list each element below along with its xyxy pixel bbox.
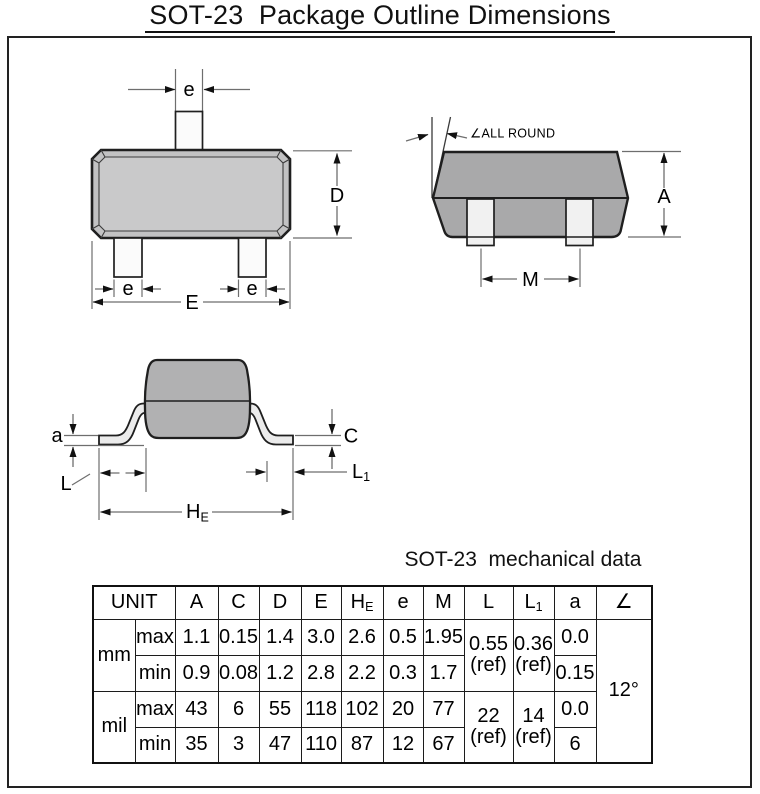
- dim-label-e-left: e: [122, 278, 134, 300]
- header-l: L: [464, 586, 513, 619]
- header-m: M: [423, 586, 464, 619]
- table-cell: 1.2: [259, 655, 301, 691]
- header-e: e: [383, 586, 423, 619]
- table-cell: 102: [341, 691, 383, 727]
- header-a: A: [175, 586, 218, 619]
- side-pin-right: [566, 199, 593, 246]
- dim-label-e-top: e: [183, 79, 195, 101]
- table-cell: 0.08: [218, 655, 259, 691]
- page-title: SOT-23 Package Outline Dimensions: [145, 2, 615, 33]
- row-mil-min: [93, 727, 652, 763]
- table-cell: 0.3: [383, 655, 423, 691]
- dim-label-l: L: [60, 473, 72, 495]
- dim-label-e-overall: E: [185, 292, 199, 314]
- cross-section-view: [51, 360, 370, 525]
- limit-min: min: [135, 727, 175, 763]
- table-cell: 2.6: [341, 619, 383, 655]
- bottom-pin-right: [239, 238, 267, 277]
- table-cell: 12: [383, 727, 423, 763]
- table-cell: 6: [218, 691, 259, 727]
- header-unit: UNIT: [93, 586, 175, 619]
- table-cell: 110: [301, 727, 341, 763]
- all-round-note: ∠ALL ROUND: [470, 126, 556, 141]
- table-cell: 1.4: [259, 619, 301, 655]
- table-cell: 67: [423, 727, 464, 763]
- limit-max: max: [135, 619, 175, 655]
- cell-mil-l: 22 (ref): [464, 691, 513, 763]
- cell-mil-l1: 14 (ref): [513, 691, 554, 763]
- table-cell: 0.0: [554, 691, 596, 727]
- table-cell: 2.8: [301, 655, 341, 691]
- dim-label-a-height: A: [657, 186, 671, 208]
- table-cell: 118: [301, 691, 341, 727]
- cell-mm-l: 0.55 (ref): [464, 619, 513, 691]
- table-cell: 47: [259, 727, 301, 763]
- package-body-cross-section: [145, 360, 250, 438]
- row-mm-max: [93, 619, 652, 655]
- bottom-pin-left: [114, 238, 142, 277]
- table-cell: 0.15: [218, 619, 259, 655]
- table-cell: 2.2: [341, 655, 383, 691]
- table-cell: 43: [175, 691, 218, 727]
- table-cell: 3: [218, 727, 259, 763]
- top-pin: [176, 112, 203, 151]
- dim-label-he: $H_E$: [186, 501, 209, 525]
- unit-mm: mm: [93, 619, 135, 691]
- limit-min: min: [135, 655, 175, 691]
- table-cell: 87: [341, 727, 383, 763]
- header-he: $H_E$: [341, 586, 383, 619]
- table-cell: 1.95: [423, 619, 464, 655]
- table-cell: 77: [423, 691, 464, 727]
- table-cell: 0.0: [554, 619, 596, 655]
- dim-label-d: D: [329, 185, 345, 207]
- dim-label-l1: L1: [352, 461, 371, 484]
- table-cell: 3.0: [301, 619, 341, 655]
- dim-label-m: M: [522, 269, 539, 291]
- header-c: C: [218, 586, 259, 619]
- header-d: D: [259, 586, 301, 619]
- table-cell: 0.9: [175, 655, 218, 691]
- package-body-side-view: [433, 152, 628, 237]
- lead-left: [99, 404, 152, 445]
- limit-max: max: [135, 691, 175, 727]
- header-l1: $L_1$: [513, 586, 554, 619]
- table-cell: 1.1: [175, 619, 218, 655]
- dim-label-e-right: e: [246, 278, 258, 300]
- header-a-standoff: a: [554, 586, 596, 619]
- table-caption: SOT-23 mechanical data: [404, 548, 642, 571]
- table-cell: 0.15: [554, 655, 596, 691]
- row-mil-max: [93, 691, 652, 727]
- table-cell: 1.7: [423, 655, 464, 691]
- table-cell: 6: [554, 727, 596, 763]
- table-cell: 55: [259, 691, 301, 727]
- header-e-cap: E: [301, 586, 341, 619]
- cell-angle: 12°: [596, 619, 652, 763]
- side-pin-left: [467, 199, 494, 246]
- dim-label-a-standoff: a: [51, 425, 63, 447]
- dim-label-c: C: [343, 425, 359, 448]
- table-cell: 35: [175, 727, 218, 763]
- row-mm-min: [93, 655, 652, 691]
- side-view: [406, 117, 681, 291]
- header-angle: ∠: [596, 586, 652, 619]
- cell-mm-l1: 0.36 (ref): [513, 619, 554, 691]
- unit-mil: mil: [93, 691, 135, 763]
- table-cell: 20: [383, 691, 423, 727]
- table-cell: 0.5: [383, 619, 423, 655]
- top-view: [92, 69, 352, 314]
- mechanical-data-table: [92, 585, 653, 764]
